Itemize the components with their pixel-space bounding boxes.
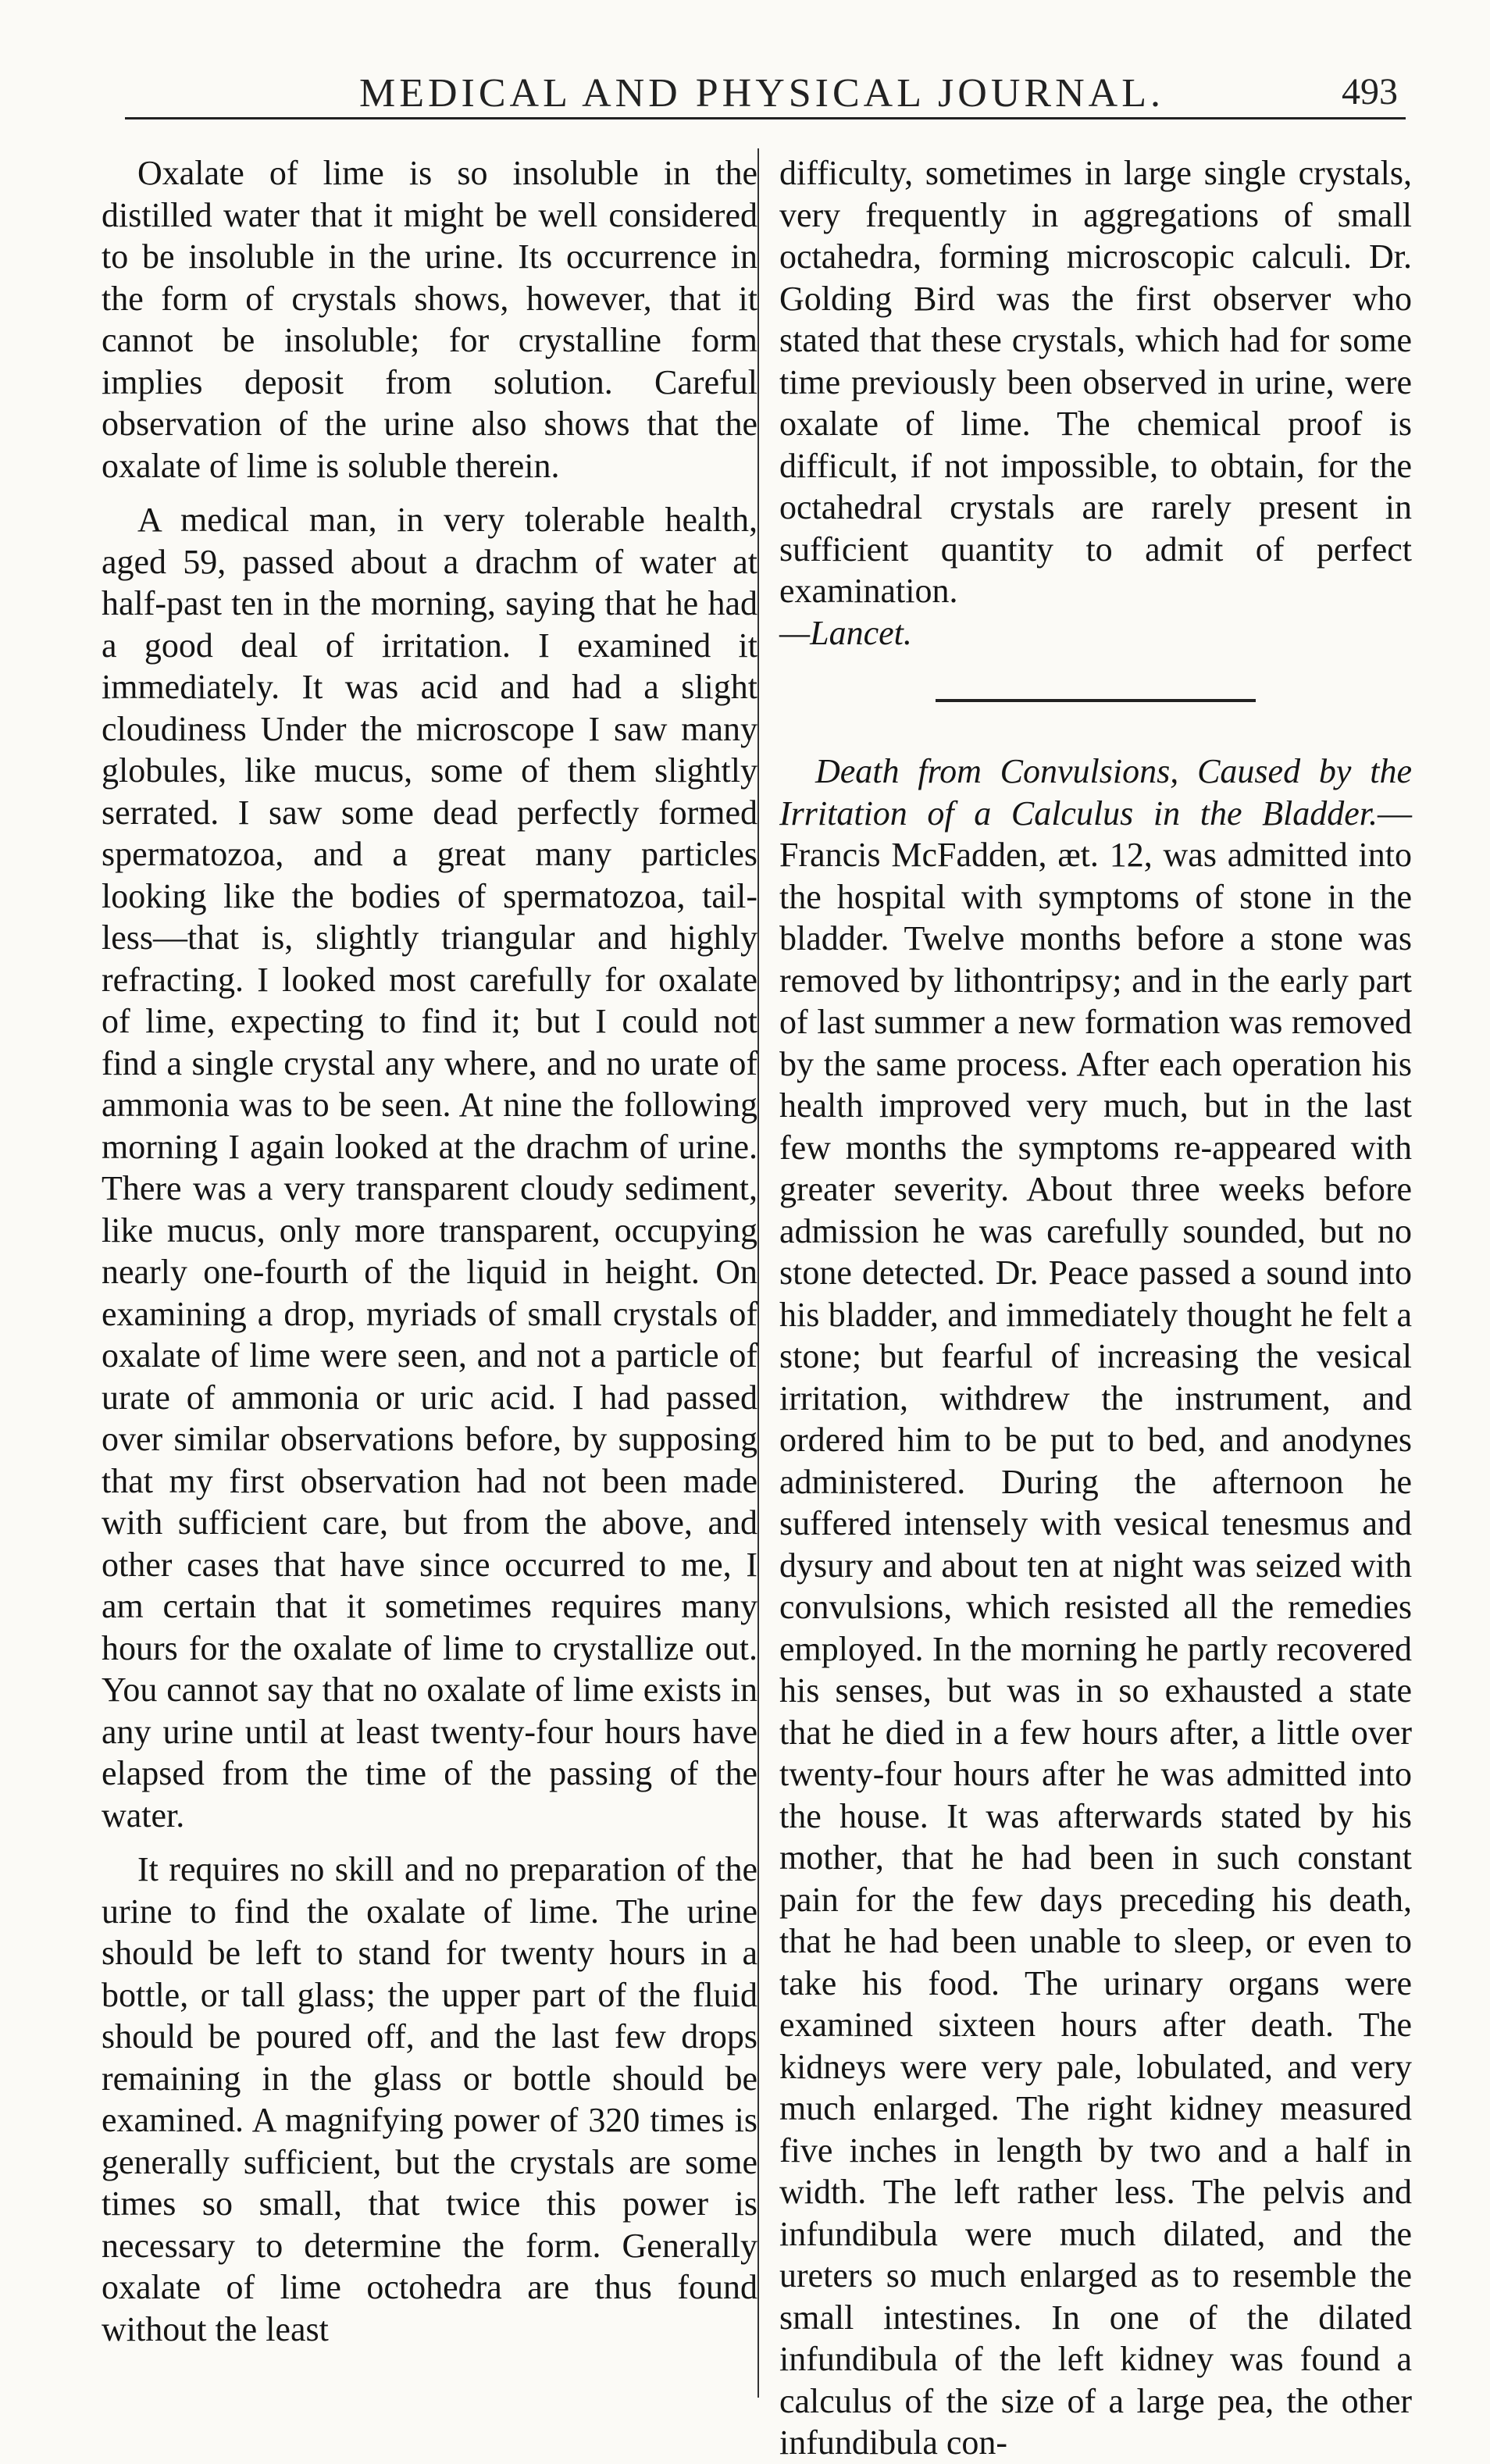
continuation-text: difficulty, sometimes in large single crystals, very frequently in aggregations of small octahedra, forming microscopic calculi. Dr. Golding Bird was the first observer who stated that these crystals, which had for some time previously been observed in urine, were oxalate of lime. The chemical proof is difficult, if not impossible, to obtain, for the octahedral crystals are rarely present in sufficient quantity to admit of perfect examination. bbox=[779, 154, 1412, 610]
paragraph-medical-case: A medical man, in very tolerable health, aged 59, passed about a drachm of water at half-past ten in the morning, saying that he had a good deal of irritation. I examined it immediately. It was acid and had a slight cloudiness Under the microscope I saw many globules, like mucus, some of them slightly serrated. I saw some dead perfectly formed spermatozoa, and a great many particles looking like the bodies of spermatozoa, tail-less—that is, slightly triangular and highly refracting. I looked most carefully for oxalate of lime, expecting to find it; but I could not find a single crystal any where, and no urate of ammonia was to be seen. At nine the following morning I again looked at the drachm of urine. There was a very transparent cloudy sediment, like mucus, only more transparent, occupying nearly one-fourth of the liquid in height. On examining a drop, myriads of small crystals of oxalate of lime were seen, and not a particle of urate of ammonia or uric acid. I had passed over similar observations before, by supposing that my first observation had not been made with sufficient care, but from the above, and other cases that have since occurred to me, I am certain that it sometimes requires many hours for the oxalate of lime to crystallize out. You cannot say that no oxalate of lime exists in any urine until at least twenty-four hours have elapsed from the time of the passing of the water. bbox=[102, 501, 757, 1835]
case-body: —Francis McFadden, æt. 12, was admitted into the hospital with symptoms of stone in the bladder. Twelve months before a stone was removed by lithontripsy; and in the early part of last summer a new formation was removed by the same process. After each operation his health improved very much, but in the last few months the symptoms re-appeared with greater severity. About three weeks before admission he was carefully sounded, but no stone detected. Dr. Peace passed a sound into his bladder, and immediately thought he felt a stone; but fearful of increasing the vesical irritation, withdrew the instrument, and ordered him to be put to bed, and anodynes administered. During the afternoon he suffered intensely with vesical tenesmus and dysury and about ten at night was seized with convulsions, which resisted all the remedies employed. In the morning he partly recovered his senses, but was in so exhausted a state that he died in a few hours after, a little over twenty-four hours after he was admitted into the house. It was afterwards stated by his mother, that he had been in such constant pain for the few days preceding his death, that he had been unable to sleep, or even to take his food. The urinary organs were examined sixteen hours after death. The kidneys were very pale, lobulated, and very much enlarged. The right kidney measured five inches in length by two and a half in width. The left rather less. The pelvis and infundibula were much dilated, and the ureters so much enlarged as to resemble the small intestines. In one of the dilated infundibula of the left kidney was found a calculus of the size of a large pea, the other infundibula con- bbox=[779, 793, 1412, 2462]
page-number: 493 bbox=[1342, 71, 1398, 112]
right-column bbox=[779, 152, 1412, 2462]
left-column bbox=[102, 152, 757, 2386]
section-separator bbox=[936, 699, 1256, 702]
page-header bbox=[125, 62, 1406, 119]
paragraph-oxalate-solubility: Oxalate of lime is so insoluble in the distilled water that it might be well considered to be insoluble in the urine. Its occurrence in the form of crystals shows, however, that it cannot be insoluble; for crystalline form implies deposit from solution. Careful observation of the urine also shows that the oxalate of lime is soluble therein. bbox=[102, 154, 757, 485]
running-title: MEDICAL AND PHYSICAL JOURNAL. bbox=[359, 71, 1164, 116]
column-divider bbox=[757, 148, 759, 2398]
source-citation: —Lancet. bbox=[779, 613, 912, 652]
paragraph-examination-method: It requires no skill and no preparation of the urine to find the oxalate of lime. The urine should be left to stand for twenty hours in a bottle, or tall glass; the upper part of the fluid should be poured off, and the last few drops remaining in the glass or bottle should be examined. A magnifying power of 320 times is generally sufficient, but the crystals are some times so small, that twice this power is necessary to determine the form. Generally oxalate of lime octohedra are thus found without the least bbox=[102, 1850, 757, 2348]
paragraph-continuation bbox=[779, 152, 1412, 654]
case-title: Death from Convulsions, Caused by the Irritation of a Calculus in the Bladder. bbox=[779, 752, 1412, 833]
paragraph-case-report bbox=[779, 751, 1412, 2464]
